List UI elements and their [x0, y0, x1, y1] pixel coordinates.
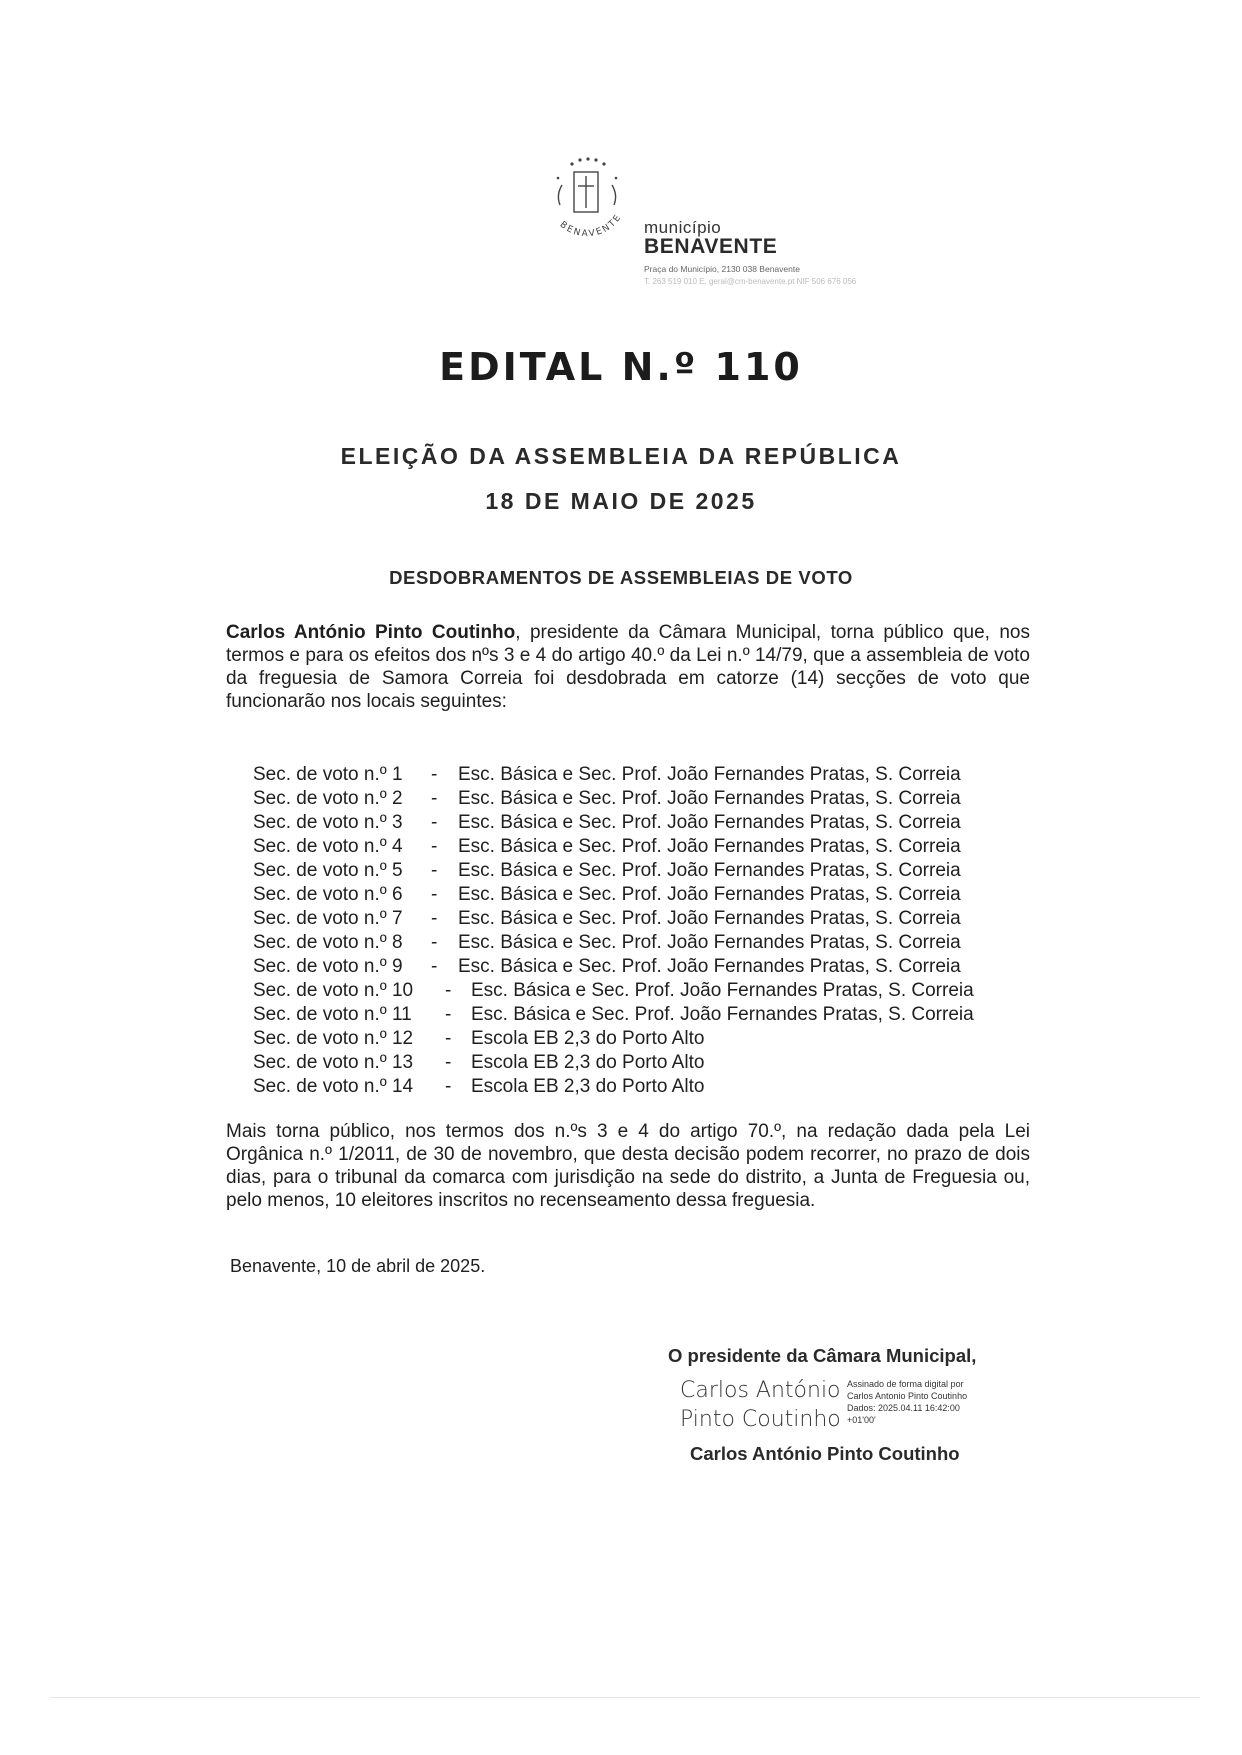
appeal-paragraph: Mais torna público, nos termos dos n.ºs 3 e 4 do artigo 70.º, na redação dada pela Lei Orgânica n.º 1/2011, de 30 de novembro, que desta decisão podem recorrer, no prazo de dois dias, para o tribunal da comarca com jurisdição na sede do distrito, a Junta de Freguesia ou, pelo menos, 10 eleitores inscritos no recenseamento dessa freguesia. [226, 1121, 1030, 1211]
voting-section-dash: - [431, 788, 438, 809]
scan-divider [50, 1697, 1200, 1698]
voting-section-row [253, 787, 1053, 811]
edital-title: EDITAL N.º 110 [439, 345, 803, 389]
voting-section-label: Sec. de voto n.º 14 [253, 1076, 414, 1097]
svg-text:BENAVENTE [558, 212, 625, 239]
municipality-address: Praça do Município, 2130 038 Benavente [644, 264, 800, 274]
intro-paragraph [226, 621, 1030, 713]
document-subtitle: DESDOBRAMENTOS DE ASSEMBLEIAS DE VOTO [389, 567, 853, 588]
municipality-name: BENAVENTE [644, 235, 778, 258]
voting-section-dash: - [445, 1076, 452, 1097]
voting-section-location: Esc. Básica e Sec. Prof. João Fernandes Pratas, S. Correia [458, 812, 961, 833]
voting-section-label: Sec. de voto n.º 2 [253, 788, 403, 809]
voting-section-label: Sec. de voto n.º 3 [253, 812, 403, 833]
voting-section-label: Sec. de voto n.º 7 [253, 908, 403, 929]
digital-signature-stamp [847, 1378, 967, 1426]
voting-section-row [253, 1075, 1053, 1099]
voting-section-row [253, 907, 1053, 931]
signature-name-line-1: Carlos António [680, 1378, 841, 1403]
voting-sections-list [253, 763, 1053, 1099]
voting-section-location: Esc. Básica e Sec. Prof. João Fernandes Pratas, S. Correia [458, 884, 961, 905]
stamp-line: Carlos Antonio Pinto Coutinho [847, 1391, 968, 1401]
voting-section-row [253, 859, 1053, 883]
voting-section-row [253, 931, 1053, 955]
voting-section-dash: - [431, 908, 438, 929]
voting-section-dash: - [431, 932, 438, 953]
crest-arc-text: BENAVENTE [557, 212, 625, 240]
voting-section-row [253, 763, 1053, 787]
municipality-crest-logo [532, 150, 642, 260]
voting-section-row [253, 1003, 1053, 1027]
voting-section-dash: - [431, 836, 438, 857]
voting-section-location: Esc. Básica e Sec. Prof. João Fernandes Pratas, S. Correia [458, 860, 961, 881]
voting-section-label: Sec. de voto n.º 5 [253, 860, 403, 881]
president-name: Carlos António Pinto Coutinho [226, 622, 516, 643]
municipality-label: município [644, 218, 722, 237]
voting-section-row [253, 979, 1053, 1003]
voting-section-label: Sec. de voto n.º 10 [253, 980, 414, 1001]
voting-section-location: Escola EB 2,3 do Porto Alto [471, 1052, 705, 1073]
voting-section-location: Esc. Básica e Sec. Prof. João Fernandes Pratas, S. Correia [458, 788, 961, 809]
voting-section-label: Sec. de voto n.º 8 [253, 932, 403, 953]
voting-section-location: Escola EB 2,3 do Porto Alto [471, 1076, 705, 1097]
voting-section-label: Sec. de voto n.º 12 [253, 1028, 414, 1049]
voting-section-location: Esc. Básica e Sec. Prof. João Fernandes Pratas, S. Correia [458, 908, 961, 929]
voting-section-location: Esc. Básica e Sec. Prof. João Fernandes Pratas, S. Correia [471, 1004, 974, 1025]
stamp-line: +01'00' [847, 1415, 876, 1425]
stamp-line: Dados: 2025.04.11 16:42:00 [847, 1403, 960, 1413]
signature-printed-name: Carlos António Pinto Coutinho [690, 1443, 960, 1464]
voting-section-location: Esc. Básica e Sec. Prof. João Fernandes Pratas, S. Correia [458, 932, 961, 953]
voting-section-row [253, 811, 1053, 835]
voting-section-dash: - [445, 1004, 452, 1025]
voting-section-dash: - [445, 1052, 452, 1073]
signature-name-line-2: Pinto Coutinho [680, 1407, 841, 1432]
signature-title: O presidente da Câmara Municipal, [668, 1345, 977, 1366]
voting-section-row [253, 955, 1053, 979]
election-date: 18 DE MAIO DE 2025 [485, 488, 757, 514]
place-and-date: Benavente, 10 de abril de 2025. [230, 1256, 486, 1276]
voting-section-location: Esc. Básica e Sec. Prof. João Fernandes Pratas, S. Correia [458, 956, 961, 977]
voting-section-dash: - [445, 1028, 452, 1049]
voting-section-dash: - [431, 764, 438, 785]
voting-section-row [253, 883, 1053, 907]
voting-section-label: Sec. de voto n.º 11 [253, 1004, 412, 1025]
voting-section-row [253, 1051, 1053, 1075]
municipality-header [532, 150, 952, 290]
voting-section-label: Sec. de voto n.º 1 [253, 764, 403, 785]
voting-section-location: Esc. Básica e Sec. Prof. João Fernandes Pratas, S. Correia [471, 980, 974, 1001]
voting-section-location: Escola EB 2,3 do Porto Alto [471, 1028, 705, 1049]
voting-section-label: Sec. de voto n.º 6 [253, 884, 403, 905]
voting-section-label: Sec. de voto n.º 13 [253, 1052, 414, 1073]
stamp-line: Assinado de forma digital por [847, 1379, 964, 1389]
voting-section-dash: - [431, 812, 438, 833]
voting-section-location: Esc. Básica e Sec. Prof. João Fernandes Pratas, S. Correia [458, 764, 961, 785]
voting-section-dash: - [431, 860, 438, 881]
voting-section-location: Esc. Básica e Sec. Prof. João Fernandes Pratas, S. Correia [458, 836, 961, 857]
voting-section-dash: - [445, 980, 452, 1001]
intro-text: , presidente da Câmara Municipal, torna público que, nos termos e para os efeitos dos nºs 3 e 4 do artigo 40.º da Lei n.º 14/79, que a assembleia de voto da freguesia de Samora Correia foi desdobrada em catorze (14) secções de voto que funcionarão nos locais seguintes: [226, 622, 1030, 712]
voting-section-label: Sec. de voto n.º 4 [253, 836, 403, 857]
election-title: ELEIÇÃO DA ASSEMBLEIA DA REPÚBLICA [340, 443, 902, 469]
voting-section-row [253, 1027, 1053, 1051]
voting-section-dash: - [431, 956, 438, 977]
voting-section-dash: - [431, 884, 438, 905]
voting-section-label: Sec. de voto n.º 9 [253, 956, 403, 977]
voting-section-row [253, 835, 1053, 859]
municipality-contacts: T. 263 519 010 E. geral@cm-benavente.pt NIF 506 676 056 [644, 277, 857, 286]
